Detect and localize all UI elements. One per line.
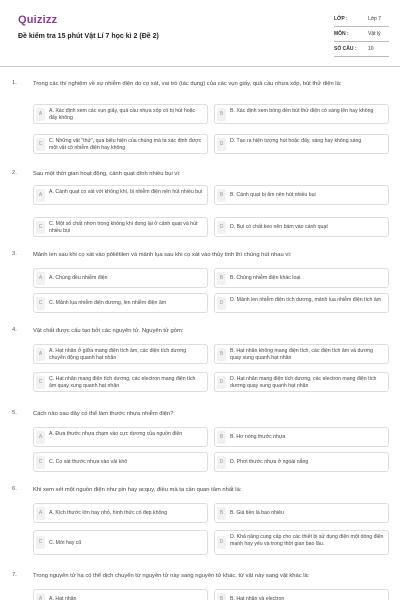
question-number: 6. [12,486,17,492]
meta-subject-value: Vật lý [368,31,381,37]
option-text: A. Kích thước lớn hay nhỏ, hình thức có đẹp không [49,510,168,516]
option-text: C. Một số chất nhơn trong không khí đọng lại ở cánh quạt và hút nhiều bụi [49,221,198,234]
option-c[interactable] [33,217,208,237]
option-letter: D [217,456,226,469]
meta-subject-label: MÔN : [334,31,349,37]
option-letter: D [217,221,226,234]
option-text: C. Cọ xát thước nhựa vào vải khô [49,459,128,465]
question-number: 7. [12,572,17,578]
option-text: B. Hạt nhân và electron [230,596,285,600]
option-letter: D [217,376,226,389]
option-a[interactable] [33,503,208,523]
option-text: C. Mới hay cũ [49,540,82,546]
question-text: Khi xem xét một nguồn điện như pin hay acquy, điều mà ta cần quan tâm nhất là: [33,487,242,493]
option-a[interactable] [33,344,208,364]
option-letter: A [36,348,45,361]
option-text: A. Hạt nhân ở giữa mang điện tích âm, các điện tích dương chuyển động quanh hạt nhân [49,348,187,361]
option-b[interactable] [214,589,389,600]
option-letter: D [217,536,226,549]
option-letter: C [36,138,45,151]
option-letter: A [36,272,45,285]
question-text: Trong nguyên tử hạ có thể dịch chuyển từ nguyên tử này sang nguyên tử khác, từ vật này sang vật khác là: [33,573,310,579]
question-text: Cách nào sau đây có thể làm thước nhựa nhiễm điện? [33,411,174,417]
question-text: Mảnh len sau khi cọ xát vào pôliêtilen và mảnh lụa sau khi cọ xát vào thủy tinh thì chúng hút nhau vì: [33,252,292,258]
option-d[interactable] [214,217,389,237]
quizizz-logo: Quizizz [18,14,58,26]
option-text: A. Chúng đều nhiễm điện [49,275,108,281]
question-text: Sau một thời gian hoạt động, cánh quạt dính nhiều bụi vì: [33,171,181,177]
option-c[interactable] [33,452,208,472]
option-a[interactable] [33,589,208,600]
worksheet-meta [334,14,389,62]
option-letter: D [217,297,226,310]
option-letter: C [36,297,45,310]
option-c[interactable] [33,293,208,313]
option-letter: A [36,189,45,202]
option-text: B. Hơ nóng thước nhựa [230,434,286,440]
option-d[interactable] [214,530,389,555]
option-letter: C [36,221,45,234]
option-b[interactable] [214,344,389,364]
option-letter: B [217,431,226,444]
option-letter: A [36,593,45,600]
meta-count-value: 10 [368,46,374,52]
meta-class-value: Lớp 7 [368,16,382,22]
option-text: D. Mảnh len nhiễm điện tích dương, mảnh lụa nhiễm điện tích âm [230,297,382,303]
option-text: D. Bụi có chất keo nên bám vào cánh quạt [230,224,328,230]
option-c[interactable] [33,372,208,392]
option-text: C. Hạt nhân mang điện tích dương, các electron mang điện tích âm quay xung quanh hạt nhân [49,376,196,389]
option-text: B. Xác định xem bóng đèn bút thử điện có sáng lên hay không [230,108,374,114]
meta-divider [334,41,389,42]
option-text: A. Đưa thước nhựa chạm vào cực dương của nguồn điện [49,431,183,437]
question-number: 4. [12,327,17,333]
option-a[interactable] [33,185,208,205]
meta-count-label: SỐ CÂU : [334,46,357,52]
option-letter: C [36,376,45,389]
option-text: B. Chúng nhiễm điện khác loại [230,275,301,281]
option-letter: B [217,108,226,121]
option-letter: A [36,431,45,444]
option-text: B. Hạt nhân không mang điện tích, các điện tích âm và dương quay xung quanh hạt nhân [230,348,373,361]
option-text: B. Cánh quạt bị ẩm nên hút nhiều bụi [230,192,316,198]
page-title: Đề kiểm tra 15 phút Vật Lí 7 học kì 2 (Đề 2) [18,33,159,40]
option-text: B. Giá tiền là bao nhiêu [230,510,284,516]
option-letter: B [217,507,226,520]
question-number: 2. [12,170,17,176]
option-b[interactable] [214,427,389,447]
header-divider [0,66,400,67]
option-a[interactable] [33,268,208,288]
option-c[interactable] [33,530,208,555]
option-letter: A [36,108,45,121]
question-text: Vật chất được cấu tạo bởi các nguyên tử. Nguyên tử gồm: [33,328,184,334]
option-text: D. Khả năng cung cấp cho các thiết bị sử dụng điện một dòng điện mạnh hay yếu và trong thời gian bao lâu. [230,534,384,547]
option-letter: B [217,189,226,202]
option-letter: B [217,593,226,600]
option-d[interactable] [214,293,389,313]
option-letter: C [36,456,45,469]
option-text: A. Xác định xem các vụn giấy, quả cầu nhựa xốp có bị hút hoặc đẩy không [49,108,196,121]
option-d[interactable] [214,134,389,154]
option-b[interactable] [214,104,389,124]
option-b[interactable] [214,268,389,288]
option-text: C. Những vật "thử", qua biểu hiện của chúng mà ta xác định được một vật có nhiễm điện hay không [49,138,202,151]
meta-divider [334,56,389,57]
option-text: A. Hạt nhân [49,596,77,600]
option-c[interactable] [33,134,208,154]
meta-divider [334,26,389,27]
option-letter: B [217,272,226,285]
option-letter: B [217,348,226,361]
option-text: C. Mảnh lụa nhiễm điện dương, len nhiễm điện âm [49,300,167,306]
option-a[interactable] [33,104,208,124]
option-a[interactable] [33,427,208,447]
option-text: A. Cánh quạt cọ xát với không khí, bị nhiễm điện nên hút nhiều bụi [49,189,203,195]
option-text: D. Phơi thước nhựa ở ngoài nắng [230,459,309,465]
option-text: D. Tạo ra hiện tượng hút hoặc đẩy, sáng hay không sáng [230,138,362,144]
question-number: 3. [12,251,17,257]
option-text: D. Hạt nhân mang điện tích dương, các electron mang điện tích dương quay xung quanh hạt nhân [230,376,377,389]
option-d[interactable] [214,452,389,472]
option-b[interactable] [214,185,389,205]
option-b[interactable] [214,503,389,523]
option-letter: A [36,507,45,520]
question-number: 5. [12,410,17,416]
question-text: Trong các thí nghiệm về sự nhiễm điện do cọ xát, vai trò (tác dụng) của các vụn giấy, quả cầu nhựa xốp, bút thử điện là: [33,81,342,87]
question-number: 1. [12,80,17,86]
option-letter: D [217,138,226,151]
meta-class-label: LỚP : [334,16,348,22]
option-letter: C [36,536,45,549]
option-d[interactable] [214,372,389,392]
